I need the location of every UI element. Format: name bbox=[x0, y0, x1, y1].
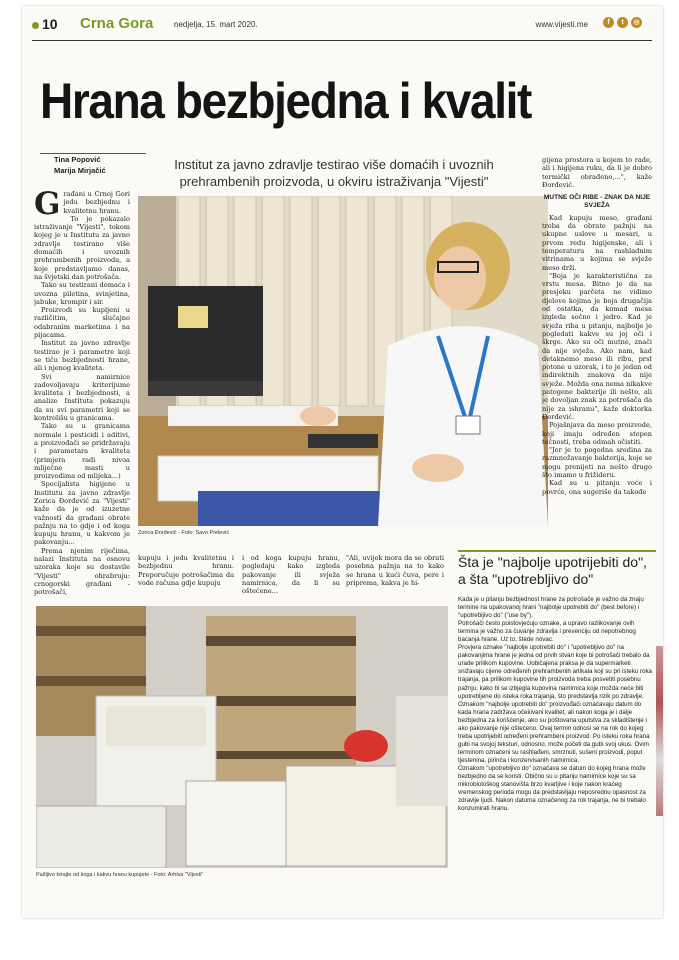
page-header bbox=[32, 14, 652, 41]
paragraph: To je pokazalo istraživanje "Vijesti", tokom kojeg je u Institutu za javno zdravlje testirano više domaćih i uvoznih prehrambenih proizvoda, a koje predstavljamo danas, na švjetski dan potrošača. bbox=[34, 214, 130, 281]
paragraph: Prema njenim riječima, nalazi Instituta na osnovu uzoraka koje su dostavile "Vijesti" ohrabruju: crnogorski građani - potrošači, bbox=[34, 546, 130, 596]
headline: Hrana bezbjedna i kvalit bbox=[40, 73, 531, 129]
paragraph: Tako su u granicama normale i pesticidi i aditivi, a proizvođači se pridržavaju i parametara kvaliteta (primjera radi nivoa mliječne masti u proizvodima od mlijeka...) bbox=[34, 422, 130, 481]
photo2-caption: Pažljivo birajte od koga i kakvu hranu kupujete - Foto: Arhiva "Vijesti" bbox=[36, 872, 204, 878]
paragraph: Kad kupuju meso, građani treba da obrate pažnju na ukupne uslove u mesari, u prvom redu higijenske, ali i temperaturu na rashladnim vitrinama u kojima se svježe meso drži. bbox=[542, 213, 652, 272]
instagram-icon[interactable]: ◎ bbox=[631, 17, 642, 28]
box-rule bbox=[458, 550, 656, 552]
paragraph: Svi namirnice zadovoljavaju kriterijume kvaliteta i bezbjednosti, a analize Instituta pokazuju da su svi parametri koji se kontrolišu u granicama. bbox=[34, 372, 130, 423]
lead-paragraph: Građani u Crnoj Gori jedu bezbjednu i kvalitetnu hranu. bbox=[34, 190, 130, 222]
author-1: Tina Popović bbox=[54, 155, 101, 164]
box-title: Šta je "najbolje upotrijebiti do", a šta "upotrebljivo do" bbox=[458, 554, 647, 587]
paragraph: Kad su u pitanju voće i povrće, ona sugeriše da takođe bbox=[542, 479, 652, 496]
paragraph: "Jer je to pogodna sredina za razmnožavanje bakterija, koje se mogu prenijeti na nešto drugo što imamo u frižideru. bbox=[542, 446, 652, 479]
box-paragraph: Kada je u pitanju bezbjednost hrane za potrošače je važno da znaju termine na upakovanoj hrani "najbolje upotrebiti do" (best before) i "upotrebljivo do" ("use by"). bbox=[458, 596, 644, 620]
facebook-icon[interactable]: f bbox=[603, 17, 614, 28]
author-2: Marija Mirjačić bbox=[54, 166, 106, 175]
paragraph: Tako su testirani domaća i uvozna piletina, svinjetina, jabuke, krompir i sir. bbox=[34, 281, 130, 306]
photo-doctor-office-image bbox=[138, 196, 548, 526]
section-title: Crna Gora bbox=[80, 15, 154, 32]
article-column-right bbox=[542, 156, 652, 541]
photo-food-containers bbox=[36, 606, 448, 868]
box-paragraph: Provjera oznake "najbolje upotrebiti do" i "upotrebljivo do" na pakovanjima hrane je jedna od prvih stvari koje bi potrošači trebalo da urade prilikom kupovine. Uobičajena praksa je da supermarketi snižavaju cijene određenih prehrambenih artikala koji su pri isteku roka trajanja, pa prilikom kupovine tih proizvoda treba posvetiti posebnu pažnju, kako bi se izbjegla kupovina namirnica koje možda neće biti upotrebljene do isteka roka trajanja, što predstavlja rizik po zdravlje. bbox=[458, 644, 652, 700]
paragraph: "Boja je karakteristična za vrstu mesa. Bitno je da na presjeku parčeta ne vidimo djelove kojima je boja drugačija od ostatka, da komad mesa izgleda sočno i jedro. Kad je svježa riba u pitanju, najbolje je pogledati kakve su joj oči i škrge. Ako su oči mutne, znači da nije svježa. Ako nam, kad detaknemo meso ili ribu, prst potone u uzorak, i to je jedan od indirektnih znakova da nije svježe. Možda ona nema nikakve patogene bakterije ili nešto, ali je dovoljan znak za potrošača da nije za ishranu", kaže doktorka Đorđević. bbox=[542, 271, 652, 421]
paragraph: Pojašnjava da meso proizvode, koji imaju određen stepen tečnosti, treba odmah očistiti. bbox=[542, 421, 652, 446]
box-paragraph: Potrošači često poistovjećuju oznake, a upravo razlikovanje ovih termina je važno za čuvanje zdravlja i prevenciju od nepotrebnog bacanja hrane. Uz to, štede novac. bbox=[458, 620, 636, 644]
article-deck: Institut za javno zdravlje testirao više domaćih i uvoznih prehrambenih proizvoda, u okviru istraživanja "Vijesti" bbox=[174, 157, 494, 189]
newspaper-page bbox=[22, 6, 663, 918]
page-number: 10 bbox=[32, 16, 58, 32]
article-column-4: "Ali, uvijek mora da se obrati posebna pažnja na to kako se hrana u kući čuva, pere i priprema, kakva je hi- bbox=[346, 554, 444, 587]
paragraph: gijena prostora u kojem to rade, ali i higijena ruku, da li je dobro termički obrađeno,...", kaže Đorđević. bbox=[542, 156, 652, 189]
twitter-icon[interactable]: t bbox=[617, 17, 628, 28]
bullet-icon bbox=[32, 22, 39, 29]
photo-food-containers-image bbox=[36, 606, 448, 868]
box-paragraph: Oznakom "najbolje upotrebiti do" proizvođači označavaju datum do kada hrana zadržava očekivani kvalitet, ali nakon koga je i dalje bezbjedna za korišćenje, ako su poštovana uputstva za skladištenje i ako pakovanje nije oštećeno. Ovaj termin odnosi se na rok do kojeg treba upotrijebiti određeni prehrambeni proizvod. Po isteku roka hrana gubi na svojoj teksturi, odnosno, može početi da gubi svoj ukus. Ovim terminom označeni su rashlađeni, smrznuti, sušeni proizvodi, poput tjestenina, pirinča i konzervisanih namirnica. bbox=[458, 700, 650, 764]
article-column-3: i od koga kupuju hranu, pogledaju kako izgleda pakovanje ili svježa namirnica, da li su oštećene... bbox=[242, 554, 340, 596]
drop-cap: G bbox=[34, 190, 61, 222]
paragraph: Institut za javno zdravlje testirao je i parametre koji se tiču bezbjednosti hrane, ali i njenog kvaliteta. bbox=[34, 339, 130, 373]
box-paragraph: Oznakom "upotrebljivo do" označava se datum do kojeg hrana može bezbjedno da se koristi. Obično su u pitanju namirnice koje su sa mikrobiološkog stanovišta brzo kvarljive i koje nakon kraćeg vremenskog perioda mogu da predstavljaju neposrednu opasnost za zdravlje ljudi. Nakon datuma označenog za rok trajanja, ne bi trebalo konzumirati hranu. bbox=[458, 764, 646, 813]
photo-doctor-office bbox=[138, 196, 548, 526]
article-column-2: kupuju i jedu kvalitetnu i bezbjednu hranu. Preporučuje potrošačima da vode računa gdje kupuju bbox=[138, 554, 234, 587]
section-subhead: MUTNE OČI RIBE - ZNAK DA NIJE SVJEŽA bbox=[543, 194, 651, 210]
site-url: www.vijesti.me bbox=[535, 20, 588, 29]
box-text bbox=[458, 596, 654, 813]
photo1-caption: Zorica Đorđević - Foto: Savo Prelević bbox=[138, 530, 230, 536]
byline-rule bbox=[40, 153, 146, 154]
adjacent-page-edge bbox=[656, 646, 663, 816]
article-column-1 bbox=[34, 190, 130, 596]
paragraph: Specijalista higijene u Institutu za javno zdravlje Zorica Đorđević za "Vijesti" kaže da je od izuzetne važnosti da građani obrate pažnju na to gdje i od koga kupuju hranu, u kakvom je pakovanju... bbox=[34, 480, 130, 547]
issue-date: nedjelja, 15. mart 2020. bbox=[174, 20, 258, 29]
paragraph: Proizvodi su kupljeni u različitim, slučajno odabranim marketima i na pijacama. bbox=[34, 306, 130, 340]
